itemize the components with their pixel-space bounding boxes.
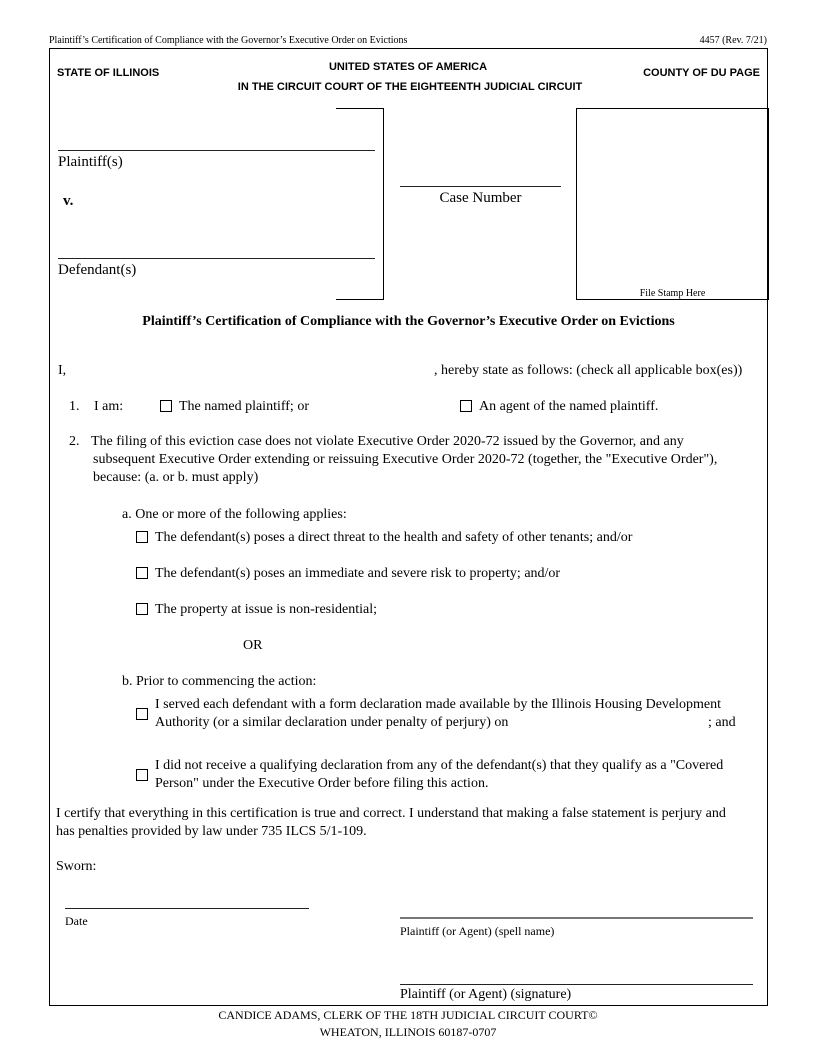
served-declaration-line1: I served each defendant with a form declaration made available by the Illinois Housing Development [155, 697, 722, 712]
served-date-field[interactable] [530, 713, 704, 733]
case-number-field[interactable] [400, 166, 564, 186]
no-covered-person-checkbox[interactable] [136, 769, 148, 781]
document-title: Plaintiff’s Certification of Compliance with the Governor’s Executive Order on Evictions [142, 314, 675, 329]
item2-text-line2: subsequent Executive Order extending or reissuing Executive Order 2020-72 (together, the "Executive Order"), [93, 452, 718, 467]
threat-health-safety-label: The defendant(s) poses a direct threat to the health and safety of other tenants; and/or [155, 530, 633, 545]
file-stamp-label: File Stamp Here [639, 288, 706, 299]
or-label: OR [243, 638, 263, 653]
risk-to-property-label: The defendant(s) poses an immediate and severe risk to property; and/or [155, 566, 561, 581]
agent-checkbox[interactable] [460, 400, 472, 412]
spell-name-line [400, 917, 753, 919]
declarant-name-field[interactable] [72, 361, 436, 381]
item2-text-line3: because: (a. or b. must apply) [93, 470, 259, 485]
non-residential-label: The property at issue is non-residential; [155, 602, 377, 617]
item2-number: 2. [69, 434, 80, 449]
file-stamp-box [576, 108, 769, 300]
no-covered-person-line1: I did not receive a qualifying declaration from any of the defendant(s) that they qualify as a "Covered [155, 758, 724, 773]
sworn-label: Sworn: [56, 859, 97, 874]
plaintiff-label: Plaintiff(s) [58, 154, 123, 170]
non-residential-checkbox[interactable] [136, 603, 148, 615]
item2-text-line1: The filing of this eviction case does not violate Executive Order 2020-72 issued by the Governor, and any [91, 434, 684, 449]
item1-number: 1. [69, 399, 80, 414]
case-number-line [400, 186, 561, 187]
named-plaintiff-label: The named plaintiff; or [179, 399, 309, 414]
served-declaration-suffix: ; and [708, 715, 736, 730]
date-label: Date [65, 914, 88, 928]
item1-label: I am: [94, 399, 124, 414]
part-b-heading: b. Prior to commencing the action: [122, 674, 317, 689]
named-plaintiff-checkbox[interactable] [160, 400, 172, 412]
certification-line1: I certify that everything in this certification is true and correct. I understand that making a false statement is perjury and [56, 806, 726, 821]
threat-health-safety-checkbox[interactable] [136, 531, 148, 543]
plaintiff-name-field[interactable] [58, 130, 378, 150]
agent-label: An agent of the named plaintiff. [479, 399, 659, 414]
country-label: UNITED STATES OF AMERICA [328, 61, 488, 73]
court-label: IN THE CIRCUIT COURT OF THE EIGHTEENTH JUDICIAL CIRCUIT [237, 81, 583, 93]
intro-prefix: I, [58, 363, 67, 378]
plaintiff-line [58, 150, 375, 151]
signature-label: Plaintiff (or Agent) (signature) [400, 987, 572, 1002]
plaintiff-signature-field[interactable] [400, 964, 756, 984]
form-short-title: Plaintiff’s Certification of Compliance with the Governor’s Executive Order on Evictions [49, 35, 408, 46]
risk-to-property-checkbox[interactable] [136, 567, 148, 579]
clerk-footer: CANDICE ADAMS, CLERK OF THE 18TH JUDICIAL CIRCUIT COURT© [218, 1008, 598, 1022]
certification-line2: has penalties provided by law under 735 ILCS 5/1-109. [56, 824, 367, 839]
versus-label: v. [63, 193, 74, 209]
county-label: COUNTY OF DU PAGE [643, 67, 760, 79]
case-number-label: Case Number [439, 190, 522, 206]
defendant-label: Defendant(s) [58, 262, 137, 278]
state-label: STATE OF ILLINOIS [57, 67, 160, 79]
served-declaration-line2: Authority (or a similar declaration under penalty of perjury) on [155, 715, 509, 730]
intro-suffix: , hereby state as follows: (check all applicable box(es)) [434, 363, 743, 378]
part-a-heading: a. One or more of the following applies: [122, 507, 347, 522]
form-number: 4457 (Rev. 7/21) [699, 35, 767, 46]
served-declaration-checkbox[interactable] [136, 708, 148, 720]
signature-line [400, 984, 753, 985]
date-field[interactable] [65, 889, 312, 909]
address-footer: WHEATON, ILLINOIS 60187-0707 [319, 1025, 497, 1039]
spell-name-label: Plaintiff (or Agent) (spell name) [400, 924, 555, 938]
plaintiff-name-spelled-field[interactable] [400, 898, 756, 918]
defendant-name-field[interactable] [58, 238, 378, 258]
no-covered-person-line2: Person" under the Executive Order before filing this action. [155, 776, 489, 791]
defendant-line [58, 258, 375, 259]
date-line [65, 908, 309, 909]
